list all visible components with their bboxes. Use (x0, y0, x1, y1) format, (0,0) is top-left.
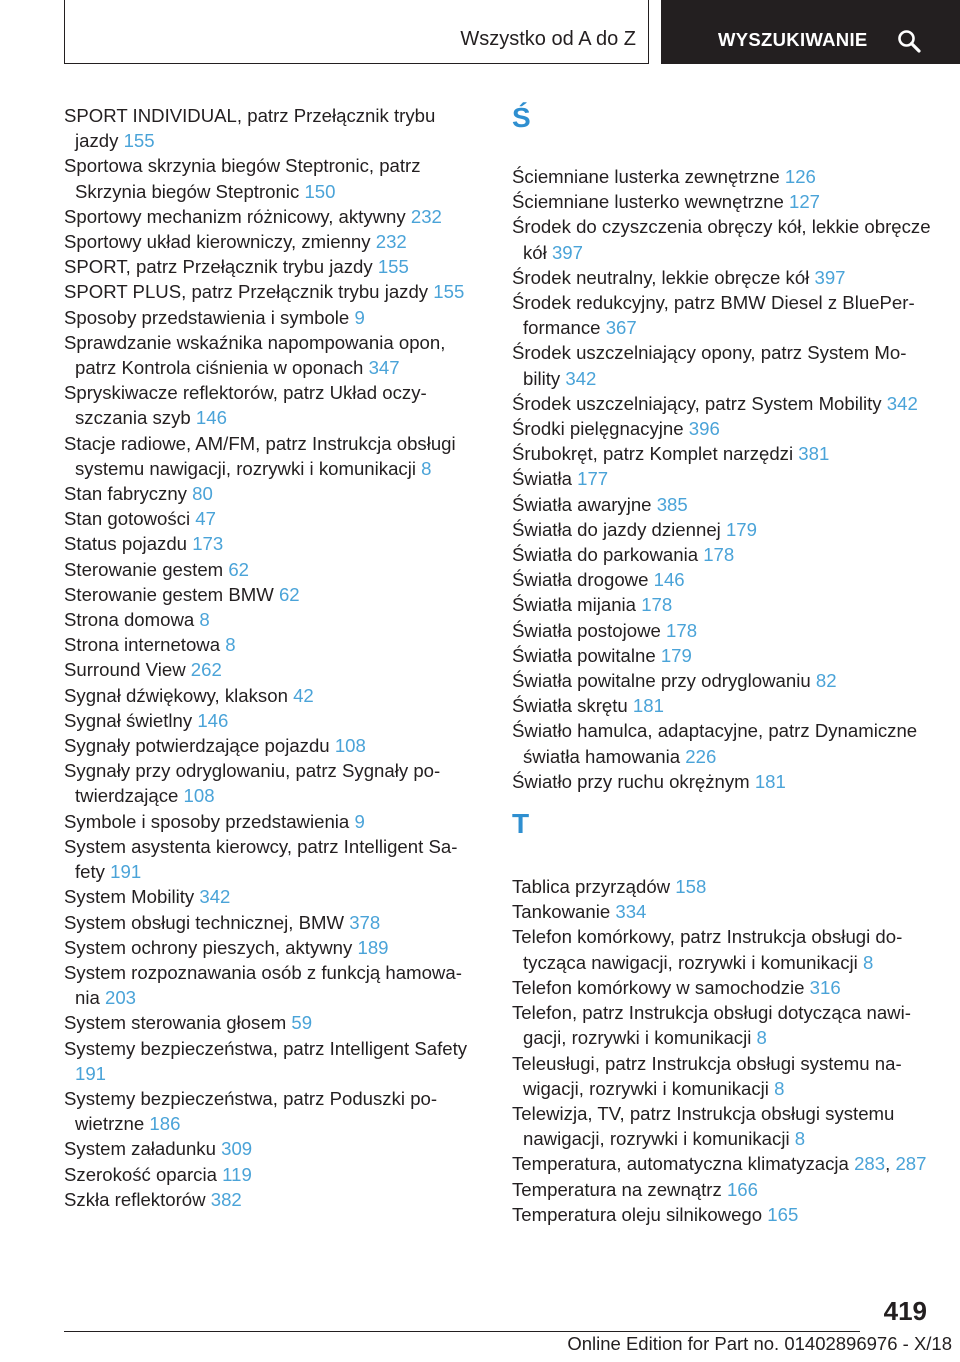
page-link[interactable]: 367 (605, 317, 637, 339)
page-link[interactable]: 226 (685, 745, 717, 767)
page-link[interactable]: 146 (197, 709, 229, 731)
index-entry (64, 531, 476, 556)
index-entry (64, 1136, 476, 1161)
page-link[interactable]: 177 (577, 468, 609, 490)
page-link[interactable]: 178 (666, 619, 698, 641)
page-link[interactable]: 397 (551, 241, 583, 263)
index-entry (512, 693, 932, 718)
page-link[interactable]: 334 (615, 901, 647, 923)
index-entry-text: Światło przy ruchu okrężnym (512, 770, 750, 792)
page-link[interactable]: 232 (375, 231, 407, 253)
page-link[interactable]: 158 (675, 876, 707, 898)
search-tab-label: WYSZUKIWANIE (718, 29, 868, 50)
index-entry (64, 1086, 476, 1136)
index-entry-text: Spryskiwacze reflektorów, patrz Układ oczyszczania szyb (64, 382, 427, 429)
index-entry (64, 506, 476, 531)
index-entry (64, 557, 476, 582)
page-link[interactable]: 378 (349, 911, 381, 933)
page-link[interactable]: 8 (225, 634, 236, 656)
index-entry (512, 874, 932, 899)
search-icon (897, 29, 921, 53)
page-link[interactable]: 80 (192, 483, 213, 505)
index-entry-text: Strona domowa (64, 609, 195, 631)
index-entry (512, 214, 932, 264)
index-entry (64, 431, 476, 481)
page-link[interactable]: 309 (221, 1138, 253, 1160)
index-column-right (512, 103, 932, 1227)
index-entry (512, 618, 932, 643)
page-link[interactable]: 397 (814, 266, 846, 288)
index-entry-text: Śrubokręt, patrz Komplet narzędzi (512, 443, 794, 465)
index-entry (64, 229, 476, 254)
index-entry-text: Światła do parkowania (512, 544, 699, 566)
page-link[interactable]: 179 (660, 644, 692, 666)
index-entry (64, 279, 476, 304)
index-entry-text: System asystenta kierowcy, patrz Intelligent Safety (64, 835, 458, 883)
index-entry (64, 935, 476, 960)
index-entry (64, 330, 476, 380)
page-link[interactable]: 9 (354, 810, 365, 832)
page-link[interactable]: 8 (199, 609, 210, 631)
page-link[interactable]: 178 (641, 594, 673, 616)
index-entry (64, 683, 476, 708)
a-to-z-tab-label: Wszystko od A do Z (460, 28, 636, 50)
index-entry-text: Sportowa skrzynia biegów Steptronic, patrz Skrzynia biegów Steptronic (64, 155, 421, 202)
index-entry-text: Tankowanie (512, 901, 611, 923)
index-entry-text: Temperatura, automatyczna klimatyzacja (512, 1153, 849, 1175)
index-entry (64, 733, 476, 758)
page-link[interactable]: 181 (754, 770, 786, 792)
page-link[interactable]: 181 (632, 695, 664, 717)
index-entry (64, 1187, 476, 1212)
index-entry (512, 668, 932, 693)
index-entry (64, 884, 476, 909)
index-entry-text: Sygnały potwierdzające pojazdu (64, 735, 330, 757)
page-link[interactable]: 283 (854, 1153, 886, 1175)
index-entry-text: Systemy bezpieczeństwa, patrz Poduszki powietrzne (64, 1087, 438, 1135)
search-tab[interactable] (661, 0, 960, 64)
index-entry-text: Sposoby przedstawienia i symbole (64, 306, 350, 328)
footer-edition: Online Edition for Part no. 01402896976 - X/18 (567, 1333, 952, 1354)
index-letter-heading: T (512, 808, 530, 840)
index-entry (512, 164, 932, 189)
index-entry (512, 718, 932, 768)
index-entry (512, 567, 932, 592)
index-entry (512, 391, 932, 416)
index-entry-text: System obsługi technicznej, BMW (64, 911, 345, 933)
index-entry-text: Stan gotowości (64, 508, 191, 530)
page-link[interactable]: 108 (334, 735, 366, 757)
index-entry (64, 103, 476, 153)
index-entry-text: Światła skrętu (512, 695, 628, 717)
index-entry-text: Światła postojowe (512, 619, 661, 641)
index-entry (64, 834, 476, 884)
index-entry-text: Temperatura na zewnątrz (512, 1178, 722, 1200)
index-entry-text: Światło hamulca, adaptacyjne, patrz Dynamiczne światła hamowania (512, 720, 918, 767)
page-link[interactable]: 126 (784, 166, 816, 187)
index-entry (512, 517, 932, 542)
index-entry-text: Telewizja, TV, patrz Instrukcja obsługi systemu nawigacji, rozrywki i komunikacji (512, 1102, 895, 1150)
page-link[interactable]: 186 (149, 1113, 181, 1135)
page-link[interactable]: 262 (190, 659, 222, 681)
page-link[interactable]: 8 (756, 1027, 767, 1049)
footer-divider (64, 1331, 860, 1332)
index-entry-text: Ściemniane lusterko wewnętrzne (512, 191, 784, 213)
page-link[interactable]: 173 (192, 533, 224, 555)
index-entry-text: Środek uszczelniający opony, patrz System Mobility (512, 342, 907, 389)
index-entry-text: Środek neutralny, lekkie obręcze kół (512, 266, 810, 288)
index-entry-text: Środek redukcyjny, patrz BMW Diesel z BluePerformance (512, 292, 915, 339)
page-link[interactable]: 381 (798, 443, 830, 465)
index-entry-text: SPORT, patrz Przełącznik trybu jazdy (64, 256, 373, 278)
index-entry-text: Sprawdzanie wskaźnika napompowania opon, patrz Kontrola ciśnienia w oponach (64, 331, 446, 379)
index-entry-text: System sterowania głosem (64, 1012, 287, 1034)
index-entry-text: Sportowy mechanizm różnicowy, aktywny (64, 205, 406, 227)
page-link[interactable]: 191 (75, 1062, 107, 1084)
index-entry-text: Światła mijania (512, 594, 637, 616)
page-link[interactable]: 203 (105, 987, 137, 1009)
index-entry (64, 960, 476, 1010)
index-entry (64, 657, 476, 682)
index-entry (64, 254, 476, 279)
page-link[interactable]: 8 (421, 457, 432, 479)
page-link[interactable]: 396 (688, 418, 720, 440)
index-entry (64, 607, 476, 632)
index-entry-text: Światła powitalne (512, 644, 656, 666)
page-link[interactable]: 62 (228, 558, 250, 580)
index-entry (64, 153, 476, 203)
index-letter-heading: Ś (512, 102, 531, 133)
index-entry (512, 542, 932, 567)
index-entry-text: Telefon komórkowy w samochodzie (512, 976, 805, 998)
index-entry-text: SPORT INDIVIDUAL, patrz Przełącznik trybu jazdy (64, 105, 436, 152)
index-entry-text: Surround View (64, 659, 186, 681)
index-entry (64, 1036, 476, 1086)
index-entry-text: Teleusługi, patrz Instrukcja obsługi systemu nawigacji, rozrywki i komunikacji (512, 1052, 902, 1099)
page-link[interactable]: 8 (794, 1128, 806, 1150)
page-link[interactable]: 8 (862, 951, 874, 973)
index-entry (64, 632, 476, 657)
index-entry-text: System Mobility (64, 886, 195, 908)
index-entry-text: Sygnały przy odryglowaniu, patrz Sygnały potwierdzające (64, 760, 441, 807)
index-entry (64, 1162, 476, 1187)
index-entry-text: Światła powitalne przy odryglowaniu (512, 670, 811, 692)
index-entry-text: System rozpoznawania osób z funkcją hamowania (64, 961, 462, 1009)
index-entry-text: Sterowanie gestem (64, 558, 224, 580)
index-entry (512, 769, 932, 794)
index-entry-text: Telefon, patrz Instrukcja obsługi dotycząca nawigacji, rozrywki i komunikacji (512, 1002, 911, 1049)
page-link[interactable]: 42 (293, 684, 314, 706)
index-entry (64, 708, 476, 733)
index-entry (512, 189, 932, 214)
index-entry (512, 899, 932, 924)
page-link[interactable]: 62 (278, 583, 300, 605)
page-link[interactable]: 146 (195, 407, 227, 429)
page-link[interactable]: 166 (726, 1178, 758, 1200)
index-entry-text: System załadunku (64, 1138, 216, 1160)
page-link[interactable]: 155 (377, 256, 409, 278)
page-link[interactable]: 232 (410, 205, 442, 227)
a-to-z-tab[interactable] (64, 0, 649, 64)
page-link[interactable]: 146 (653, 569, 685, 591)
index-entry (512, 924, 932, 974)
page-link[interactable]: 127 (788, 191, 821, 213)
index-entry (64, 380, 476, 430)
index-entry (64, 1010, 476, 1035)
page-link[interactable]: 382 (210, 1188, 242, 1210)
index-entry-text: Szerokość oparcia (64, 1163, 217, 1185)
index-entry (512, 290, 932, 340)
index-entry-text: System ochrony pieszych, aktywny (64, 936, 353, 958)
index-entry (512, 1000, 932, 1050)
index-entry-text: Szkła reflektorów (64, 1188, 206, 1210)
index-entry-text: Środek do czyszczenia obręczy kół, lekkie obręcze kół (512, 216, 931, 263)
index-entry-text: Światła do jazdy dziennej (512, 518, 721, 540)
index-entry (512, 340, 932, 390)
index-entry-text: Środek uszczelniający, patrz System Mobility (512, 392, 882, 414)
page-link[interactable]: 47 (195, 508, 216, 530)
index-entry (512, 592, 932, 617)
index-entry-text: Światła awaryjne (512, 493, 652, 515)
index-entry (64, 582, 476, 607)
index-entry-text: Temperatura oleju silnikowego (512, 1203, 763, 1225)
index-entry (64, 481, 476, 506)
page-link[interactable]: 82 (815, 670, 837, 692)
index-entry (512, 466, 932, 491)
index-entry-text: Światła drogowe (512, 569, 649, 591)
page-number: 419 (883, 1296, 927, 1326)
index-entry (512, 492, 932, 517)
index-entry (512, 416, 932, 441)
index-entry-text: Strona internetowa (64, 634, 221, 656)
index-entry (64, 305, 476, 330)
index-entry (64, 758, 476, 808)
index-entry-text: SPORT PLUS, patrz Przełącznik trybu jazdy (64, 281, 429, 303)
index-entry-text: Sygnał dźwiękowy, klakson (64, 684, 288, 706)
page-link[interactable]: 191 (110, 861, 142, 883)
index-entry (512, 1202, 932, 1227)
index-entry-text: Sterowanie gestem BMW (64, 583, 274, 605)
page-link[interactable]: 155 (123, 130, 155, 152)
page-link[interactable]: 342 (565, 367, 597, 389)
index-entry (512, 1101, 932, 1151)
index-entry-text: Środki pielęgnacyjne (512, 418, 684, 440)
index-entry (64, 204, 476, 229)
page-link[interactable]: 150 (304, 180, 336, 202)
index-entry (512, 643, 932, 668)
index-entry (512, 1177, 932, 1202)
page-link[interactable]: 108 (183, 785, 215, 807)
page-link[interactable]: 165 (767, 1203, 799, 1225)
page-link[interactable]: 287 (895, 1153, 927, 1175)
index-entry (64, 809, 476, 834)
page-link[interactable]: 9 (354, 306, 365, 328)
page-link[interactable]: 342 (199, 886, 231, 908)
page-link[interactable]: 119 (222, 1163, 252, 1185)
index-entry (512, 265, 932, 290)
index-entry: Temperatura, automatyczna klimatyzacja 283, 287 (512, 1153, 927, 1175)
index-entry-text: Ściemniane lusterka zewnętrzne (512, 166, 780, 187)
index-entry (64, 910, 476, 935)
page-link[interactable]: 59 (291, 1012, 313, 1034)
page-link[interactable]: 189 (357, 936, 389, 958)
page-link[interactable]: 178 (703, 544, 735, 566)
index-entry-text: Telefon komórkowy, patrz Instrukcja obsługi dotycząca nawigacji, rozrywki i komunikacji (512, 926, 903, 973)
index-entry (512, 441, 932, 466)
page-link[interactable]: 347 (368, 357, 400, 379)
index-entry-text: Stan fabryczny (64, 483, 187, 505)
index-entry (512, 1051, 932, 1101)
page-link[interactable]: 342 (886, 392, 918, 414)
index-entry-text: Systemy bezpieczeństwa, patrz Intelligent Safety (64, 1037, 468, 1059)
page-link[interactable]: 8 (774, 1077, 785, 1099)
page-link[interactable]: 179 (725, 518, 757, 540)
index-entry-text: Stacje radiowe, AM/FM, patrz Instrukcja obsługi systemu nawigacji, rozrywki i komunikacji (64, 432, 456, 479)
index-entry (512, 975, 932, 1000)
index-entry-text: Sygnał świetlny (64, 709, 193, 731)
index-entry-text: Sportowy układ kierowniczy, zmienny (64, 231, 371, 253)
index-column-left (64, 103, 476, 1212)
index-entry-text: Tablica przyrządów (512, 876, 671, 898)
page-link[interactable]: 155 (433, 281, 465, 303)
page-link[interactable]: 385 (656, 493, 688, 515)
index-entry-text: Symbole i sposoby przedstawienia (64, 810, 350, 832)
index-entry-text: Światła (512, 468, 572, 490)
page-link[interactable]: 316 (809, 976, 841, 998)
index-entry-text: Status pojazdu (64, 533, 188, 555)
